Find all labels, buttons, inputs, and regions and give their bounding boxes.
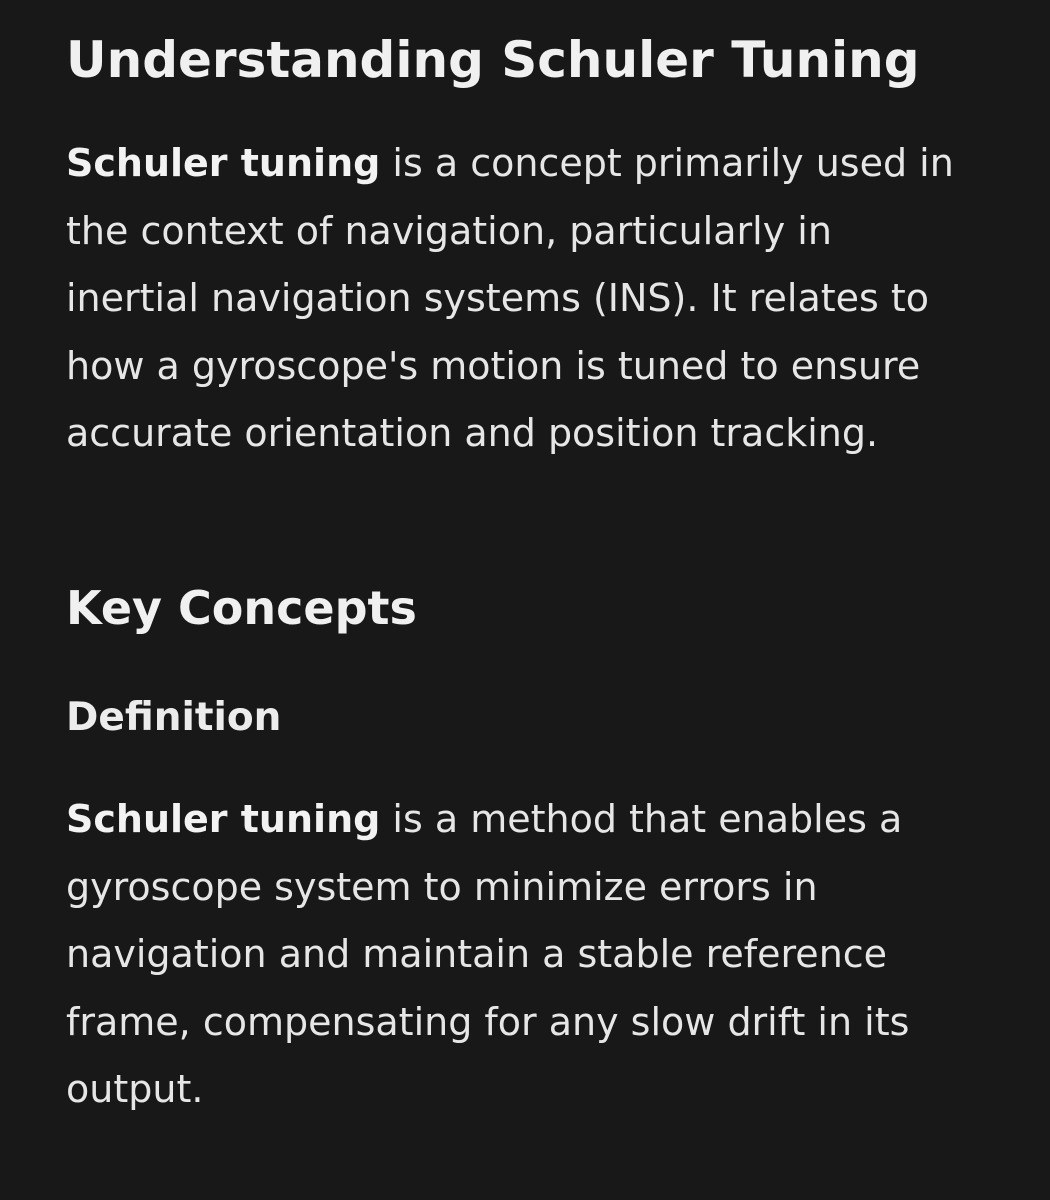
definition-line-1 — [66, 786, 909, 854]
intro-paragraph — [66, 130, 954, 468]
intro-line-1 — [66, 130, 954, 198]
definition-line-3: navigation and maintain a stable reference — [66, 932, 888, 977]
definition-line-4: frame, compensating for any slow drift in its — [66, 999, 910, 1044]
intro-line-5: accurate orientation and position tracking. — [66, 411, 879, 456]
intro-line-3: inertial navigation systems (INS). It relates to — [66, 276, 930, 321]
definition-paragraph — [66, 786, 909, 1124]
intro-line-1-text: is a concept primarily used in — [380, 141, 954, 185]
definition-line-1-text: is a method that enables a — [380, 797, 903, 841]
section-heading-key-concepts: Key Concepts — [66, 581, 417, 635]
definition-term: Schuler tuning — [66, 797, 381, 841]
intro-line-2: the context of navigation, particularly in — [66, 208, 832, 253]
definition-line-5: output. — [66, 1067, 204, 1112]
subsection-heading-definition: Definition — [66, 695, 282, 740]
article-title: Understanding Schuler Tuning — [66, 31, 920, 89]
intro-term: Schuler tuning — [66, 141, 381, 185]
intro-line-4: how a gyroscope's motion is tuned to ensure — [66, 343, 921, 388]
definition-line-2: gyroscope system to minimize errors in — [66, 864, 818, 909]
